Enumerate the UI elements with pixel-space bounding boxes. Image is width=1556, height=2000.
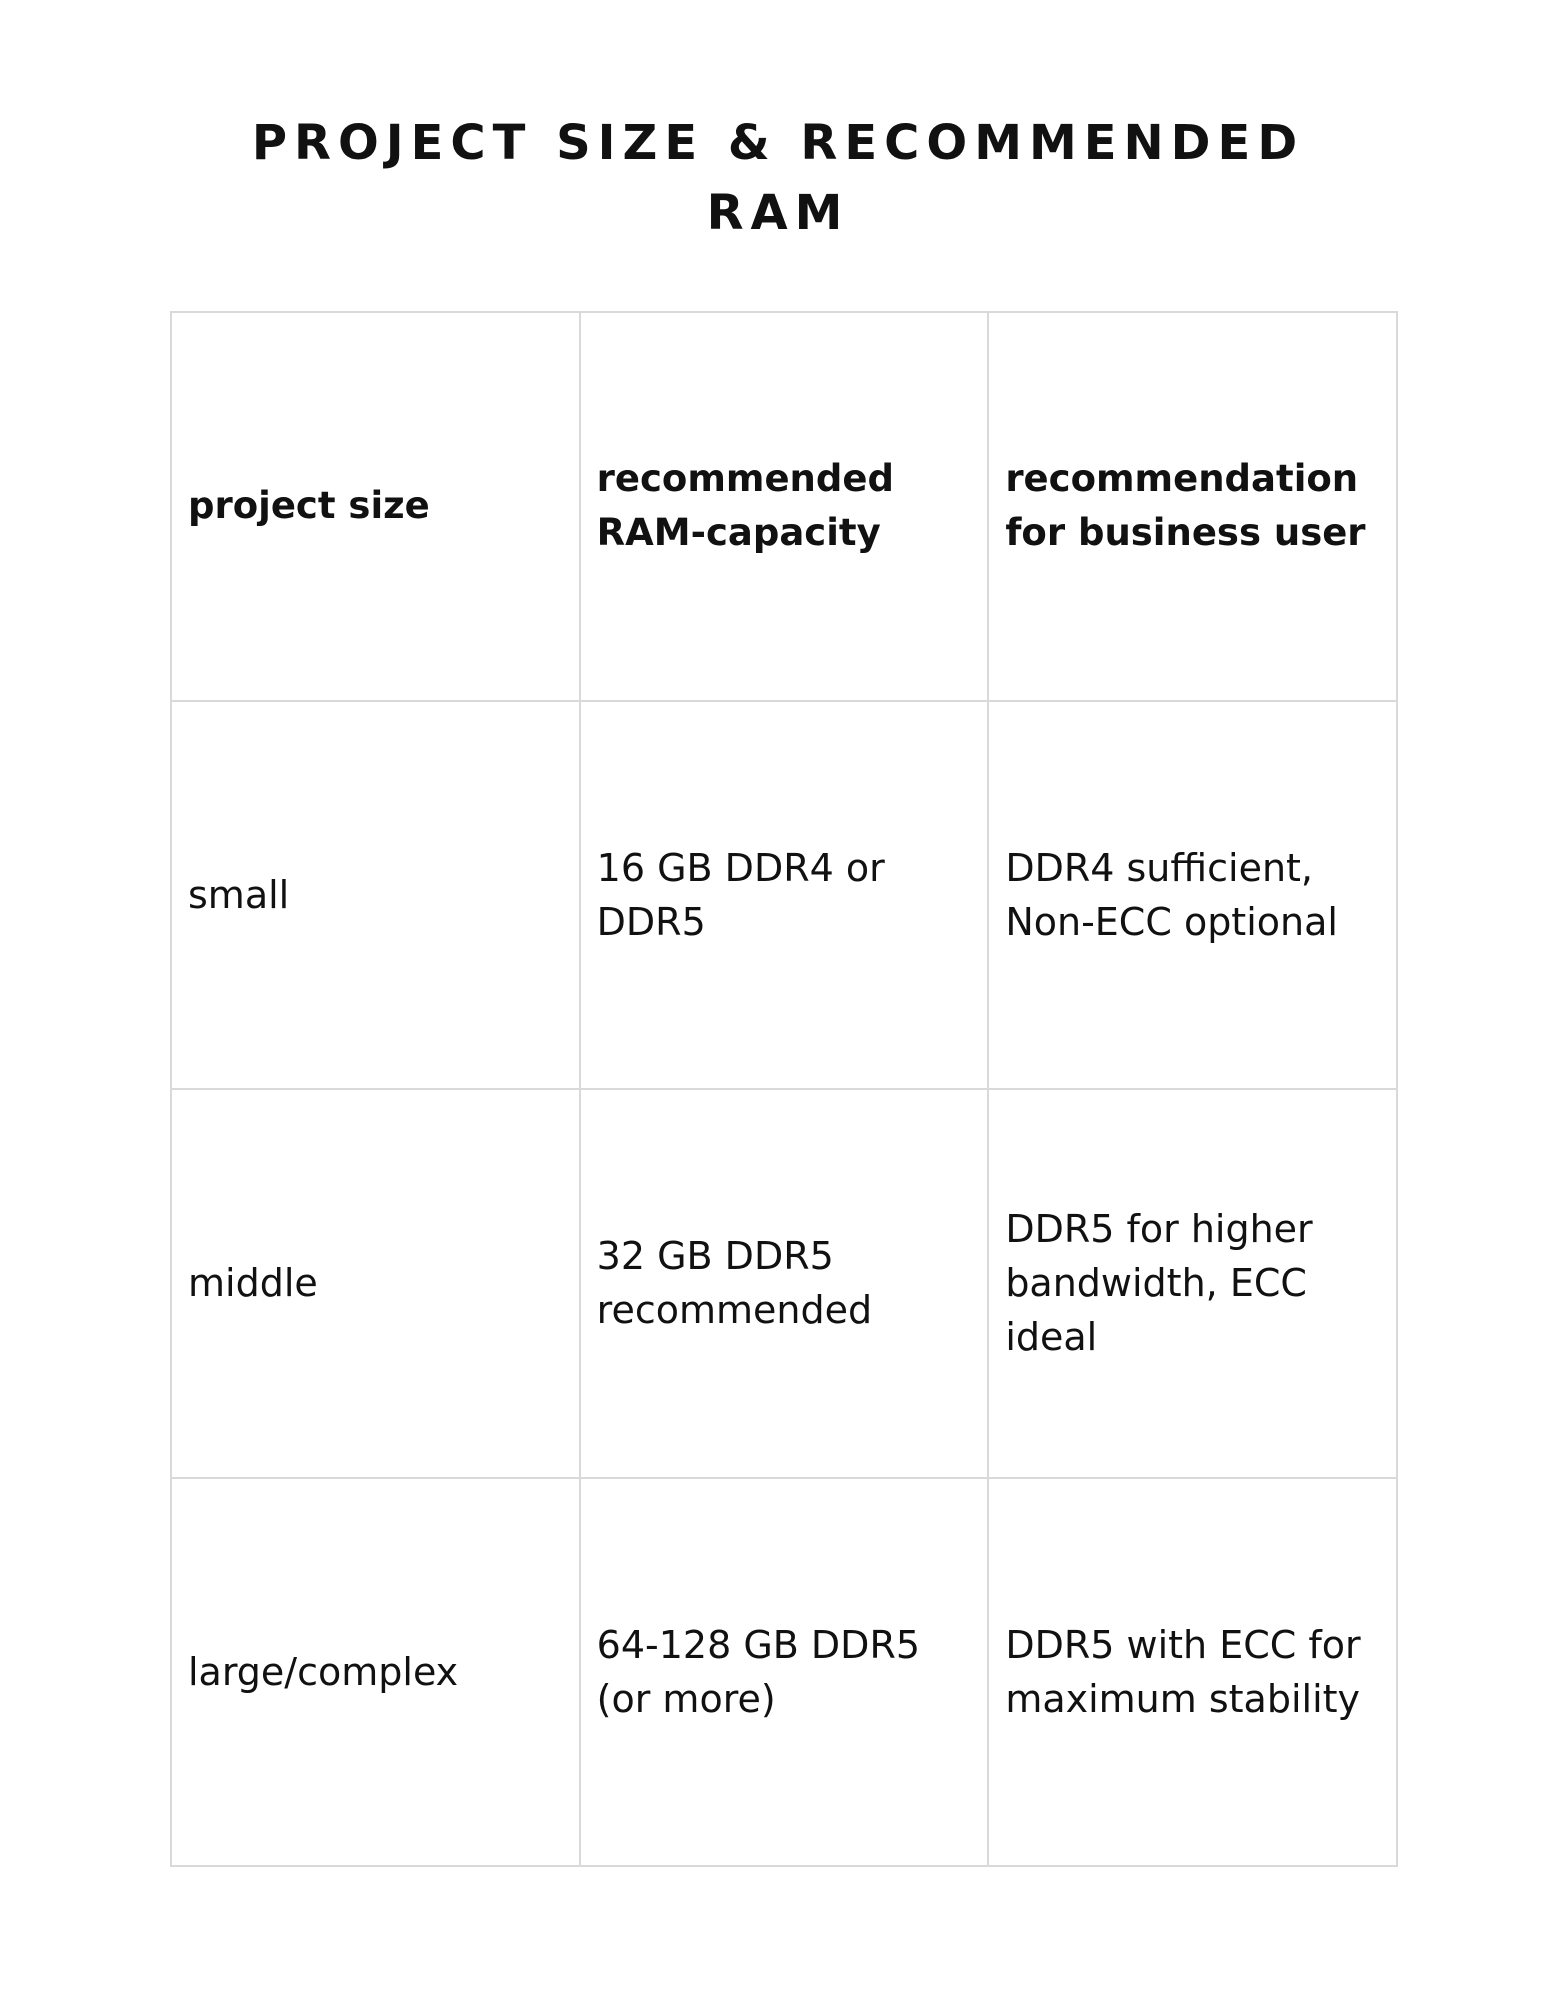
cell-business-recommendation: DDR5 for higher bandwidth, ECC ideal (988, 1089, 1397, 1478)
cell-ram-capacity: 64-128 GB DDR5 (or more) (580, 1478, 989, 1867)
header-project-size: project size (171, 312, 580, 701)
ram-recommendation-table (170, 311, 1398, 1867)
cell-ram-capacity: 16 GB DDR4 or DDR5 (580, 701, 989, 1090)
table-row (171, 701, 1397, 1090)
header-recommended-ram-capacity: recommended RAM-capacity (580, 312, 989, 701)
cell-project-size: middle (171, 1089, 580, 1478)
cell-business-recommendation: DDR4 sufficient, Non-ECC optional (988, 701, 1397, 1090)
title-line-2: RAM (706, 185, 850, 241)
cell-project-size: small (171, 701, 580, 1090)
header-recommendation-business-user: recommendation for business user (988, 312, 1397, 701)
table-row (171, 1089, 1397, 1478)
table-row (171, 1478, 1397, 1867)
table-header-row (171, 312, 1397, 701)
cell-ram-capacity: 32 GB DDR5 recommended (580, 1089, 989, 1478)
cell-business-recommendation: DDR5 with ECC for maximum stability (988, 1478, 1397, 1867)
cell-project-size: large/complex (171, 1478, 580, 1867)
page-title (0, 108, 1556, 248)
title-line-1: PROJECT SIZE & RECOMMENDED (251, 115, 1305, 171)
